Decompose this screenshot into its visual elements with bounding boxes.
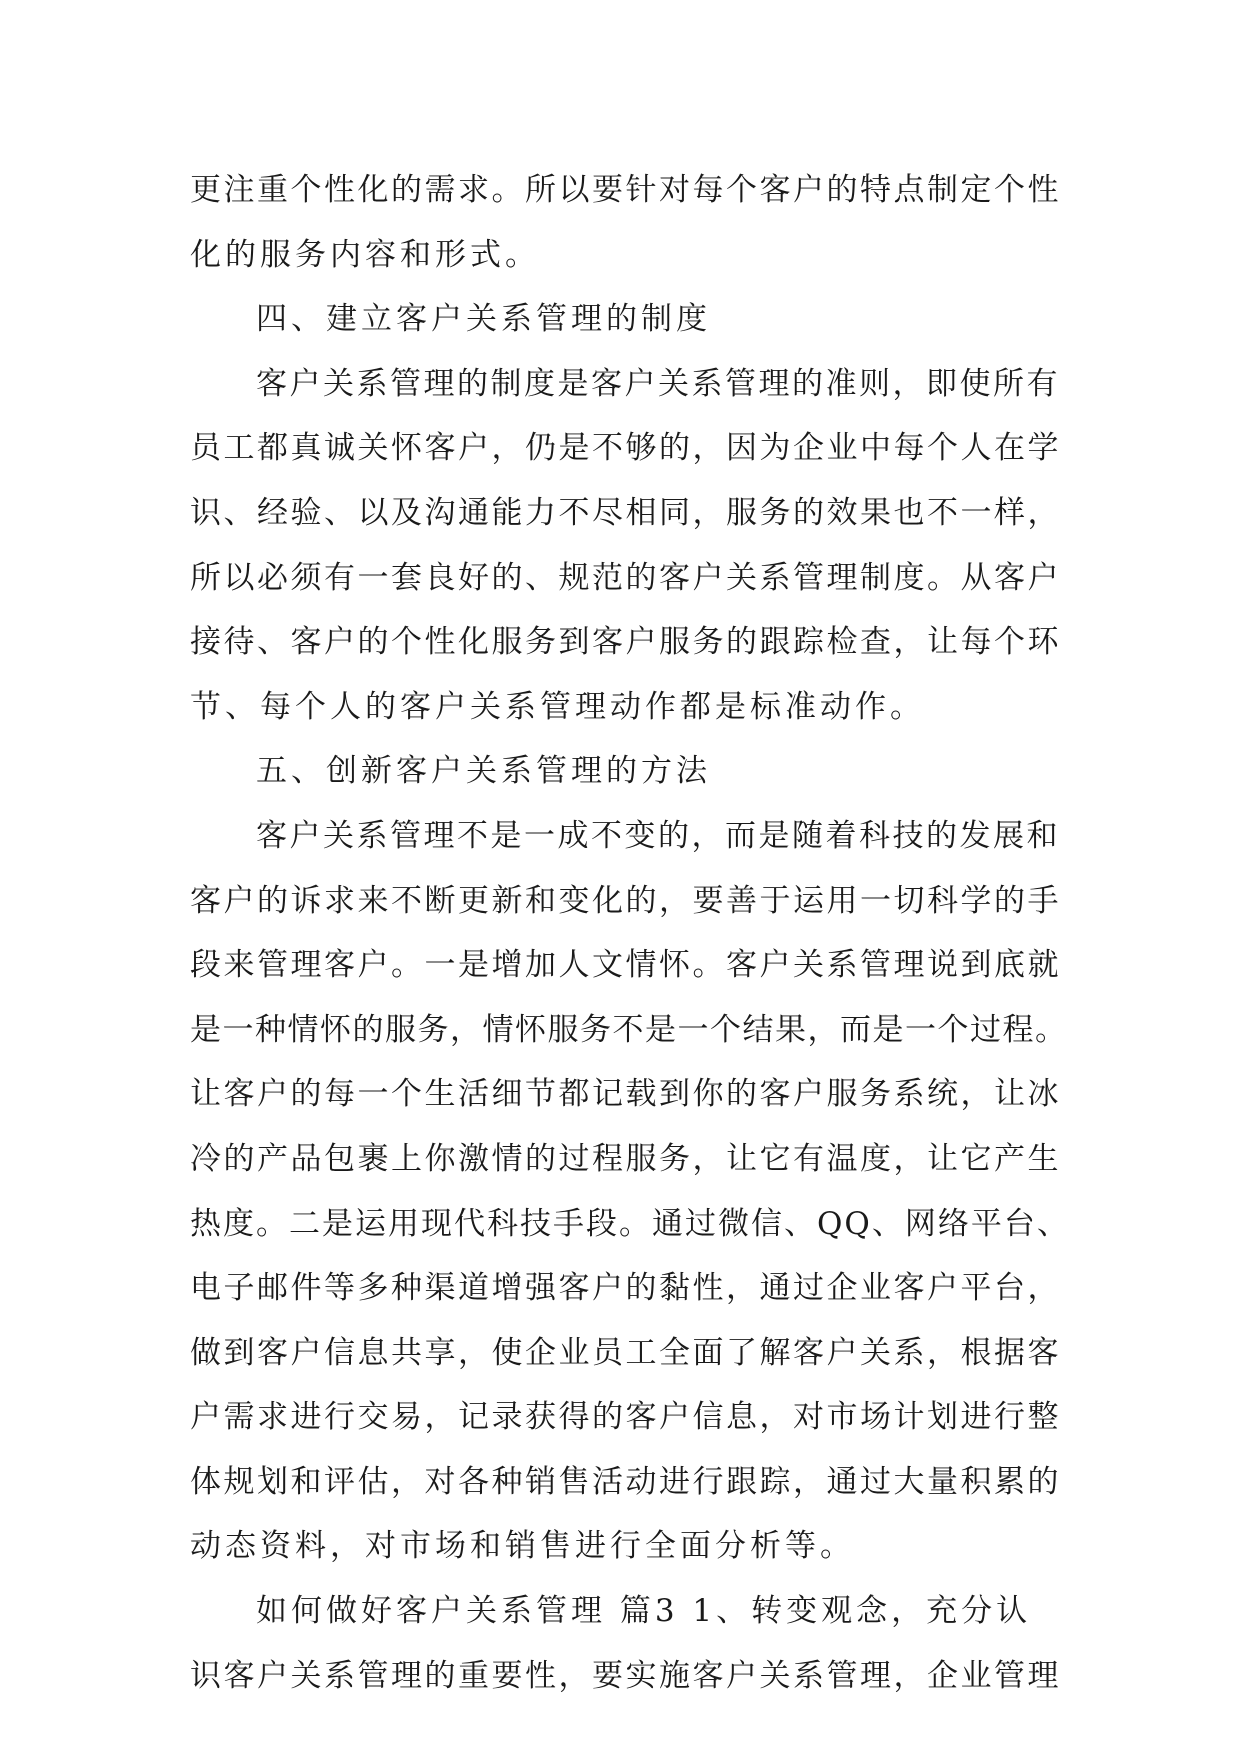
text-line: 节、每个人的客户关系管理动作都是标准动作。	[190, 688, 925, 725]
text-line: 五、创新客户关系管理的方法	[256, 753, 711, 790]
text-line: 更注重个性化的需求。所以要针对每个客户的特点制定个性	[190, 172, 1061, 208]
text-line: 识客户关系管理的重要性，要实施客户关系管理，企业管理	[190, 1657, 1061, 1694]
text-line: 客户关系管理的制度是客户关系管理的准则，即使所有	[256, 365, 1060, 402]
text-line: 四、建立客户关系管理的制度	[256, 301, 711, 338]
text-line: 是一种情怀的服务，情怀服务不是一个结果，而是一个过程。	[190, 1011, 1068, 1048]
text-line: 冷的产品包裹上你激情的过程服务，让它有温度，让它产生	[190, 1140, 1061, 1177]
text-line: 让客户的每一个生活细节都记载到你的客户服务系统，让冰	[190, 1076, 1061, 1113]
text-line: 客户的诉求来不断更新和变化的，要善于运用一切科学的手	[190, 882, 1061, 919]
document-body	[190, 158, 1070, 1708]
text-line: 动态资料，对市场和销售进行全面分析等。	[190, 1528, 855, 1565]
text-line: 员工都真诚关怀客户，仍是不够的，因为企业中每个人在学	[190, 430, 1061, 467]
text-line: 所以必须有一套良好的、规范的客户关系管理制度。从客户	[190, 559, 1061, 596]
text-line: 段来管理客户。一是增加人文情怀。客户关系管理说到底就	[190, 947, 1061, 984]
text-line: 接待、客户的个性化服务到客户服务的跟踪检查，让每个环	[190, 624, 1061, 661]
text-line: 化的服务内容和形式。	[190, 236, 540, 273]
text-line: 户需求进行交易，记录获得的客户信息，对市场计划进行整	[190, 1399, 1061, 1436]
text-line: 如何做好客户关系管理 篇3 1、转变观念，充分认	[256, 1593, 1032, 1630]
text-line: 体规划和评估，对各种销售活动进行跟踪，通过大量积累的	[190, 1463, 1061, 1500]
text-line: 做到客户信息共享，使企业员工全面了解客户关系，根据客	[190, 1334, 1061, 1371]
text-line: 识、经验、以及沟通能力不尽相同，服务的效果也不一样，	[190, 494, 1061, 531]
text-line: 热度。二是运用现代科技手段。通过微信、QQ、网络平台、	[190, 1205, 1070, 1242]
text-line: 电子邮件等多种渠道增强客户的黏性，通过企业客户平台，	[190, 1270, 1061, 1307]
text-line: 客户关系管理不是一成不变的，而是随着科技的发展和	[256, 817, 1060, 854]
